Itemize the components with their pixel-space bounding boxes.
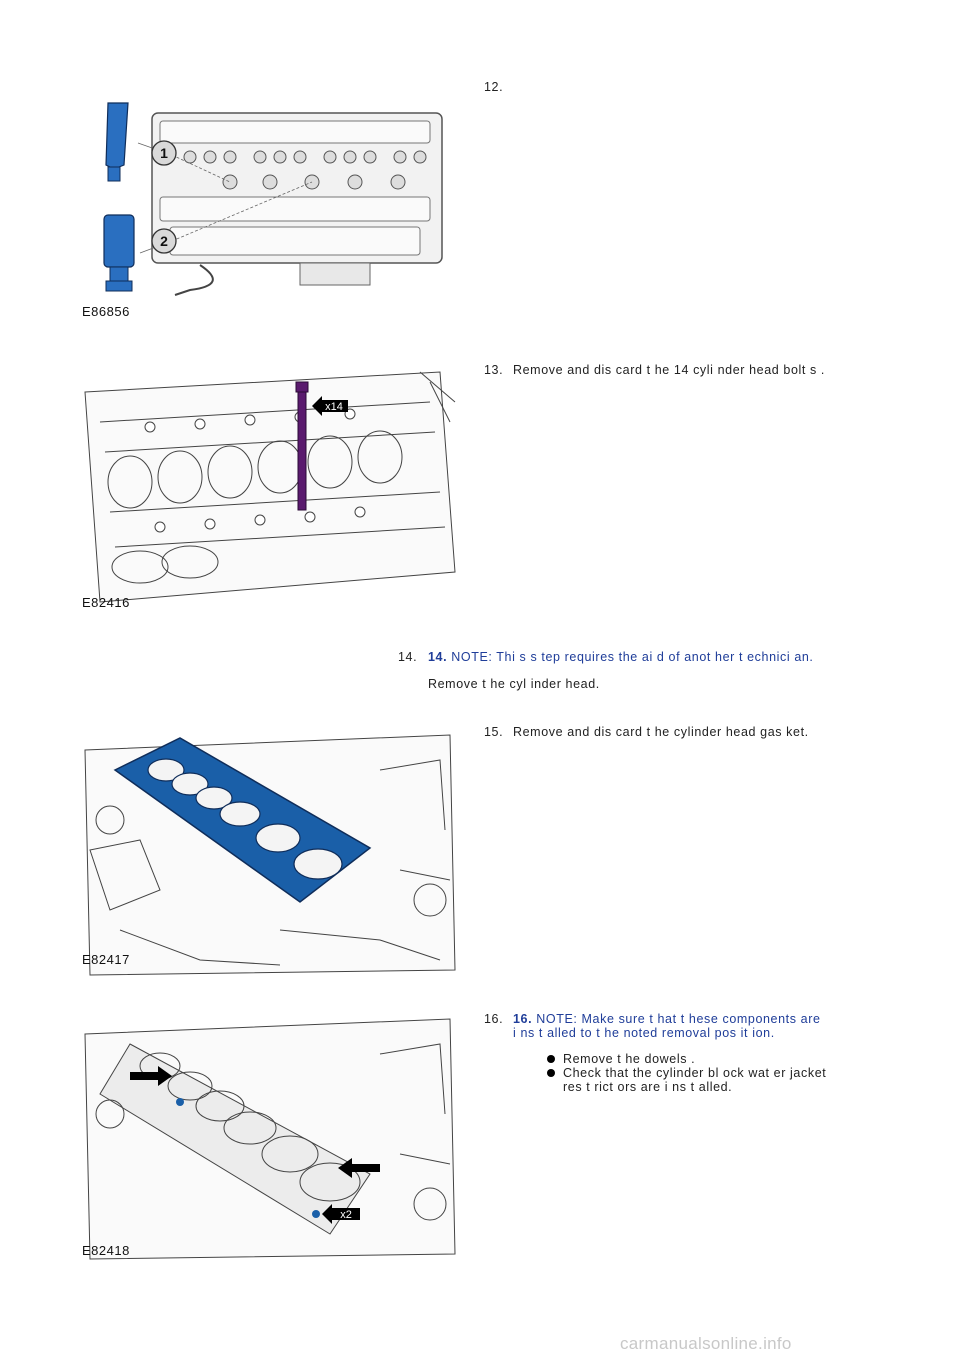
figure-e82417: [80, 730, 460, 980]
watermark: carmanualsonline.info: [620, 1334, 792, 1353]
figure-id: E86856: [82, 304, 130, 319]
camshaft-tool-illustration: [80, 85, 460, 323]
note-text-continued: i ns t alled to t he noted removal pos it ion.: [513, 1026, 775, 1040]
head-gasket-illustration: [80, 730, 460, 980]
callout-2: 2: [160, 233, 168, 249]
cylinder-head-bolts-illustration: [80, 362, 460, 612]
bullet-item: Check that the cylinder bl ock wat er jacket: [547, 1066, 826, 1080]
tool-1-icon: [106, 103, 128, 181]
step-text: Remove and dis card t he 14 cyli nder head bolt s .: [513, 363, 826, 377]
quantity-badge: x14: [325, 401, 343, 413]
figure-e82418: [80, 1014, 460, 1264]
figure-id: E82417: [82, 952, 130, 967]
note-text: NOTE: Make sure t hat t hese components are: [536, 1012, 821, 1026]
bullet-icon: [547, 1069, 555, 1077]
tool-2-icon: [104, 215, 134, 291]
step-note-line: [428, 650, 814, 664]
bullet-list: [547, 1052, 826, 1094]
bullet-item: Remove t he dowels .: [547, 1052, 826, 1066]
note-text: NOTE: Thi s s tep requires the ai d of anot her t echnici an.: [451, 650, 814, 664]
figure-e82416: [80, 362, 460, 612]
step-number: 15.: [484, 725, 504, 739]
callout-1: 1: [160, 145, 168, 161]
bullet-icon: [547, 1055, 555, 1063]
step-number: 12.: [484, 80, 504, 94]
step-note-line: [513, 1012, 821, 1026]
step-number: 14.: [398, 650, 418, 664]
bullet-item-continued: res t rict ors are i ns t alled.: [563, 1080, 733, 1094]
figure-e86856: [80, 85, 460, 323]
quantity-badge: x2: [340, 1209, 352, 1221]
cylinder-block-illustration: [80, 1014, 460, 1264]
step-number: 16.: [484, 1012, 504, 1026]
step-text: Remove t he cyl inder head.: [428, 677, 600, 691]
step-number: 13.: [484, 363, 504, 377]
bolt-icon: [296, 382, 308, 510]
step-text: Remove and dis card t he cylinder head gas ket.: [513, 725, 809, 739]
step-bold-number: 16.: [513, 1012, 533, 1026]
figure-id: E82418: [82, 1243, 130, 1258]
figure-id: E82416: [82, 595, 130, 610]
step-bold-number: 14.: [428, 650, 448, 664]
